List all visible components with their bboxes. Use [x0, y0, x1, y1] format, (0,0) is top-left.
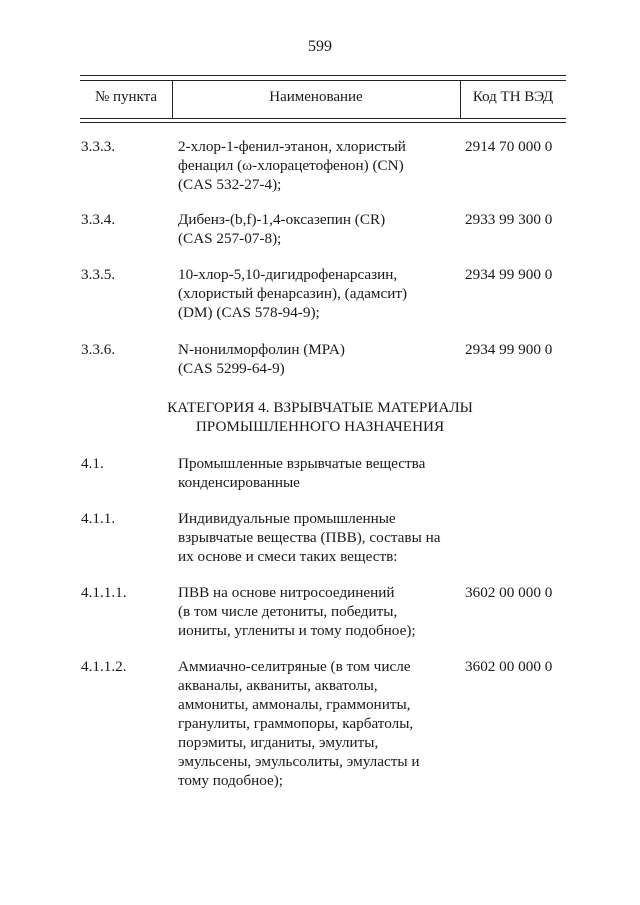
- item-name: Индивидуальные промышленные взрывчатые вещества (ПВВ), составы на их основе и смеси таких веществ:: [178, 510, 441, 565]
- item-number: 4.1.1.: [81, 510, 116, 527]
- page-number: 599: [308, 38, 332, 55]
- table-top-rule-inner: [80, 80, 566, 81]
- item-number: 3.3.4.: [81, 211, 116, 228]
- header-code: Код ТН ВЭД: [472, 89, 554, 105]
- item-number: 3.3.3.: [81, 138, 116, 155]
- item-name: Аммиачно-селитряные (в том числе акваналы, акваниты, акватолы, аммониты, аммоналы, граммониты, гранулиты, граммопоры, карбатолы, порэмиты, игданиты, эмулиты, эмульсены, эмульсолиты, эмуласты и тому подобное);: [178, 658, 420, 789]
- header-name: Наименование: [269, 89, 363, 105]
- header-item-number: № пункта: [94, 89, 158, 105]
- table-top-rule: [80, 75, 566, 76]
- item-number: 3.3.6.: [81, 341, 116, 358]
- item-name: N-нонилморфолин (MPA) (CAS 5299-64-9): [178, 341, 345, 377]
- item-name: Дибенз-(b,f)-1,4-оксазепин (CR) (CAS 257-07-8);: [178, 211, 386, 247]
- item-name: 10-хлор-5,10-дигидрофенарсазин, (хлористый фенарсазин), (адамсит) (DM) (CAS 578-94-9);: [178, 266, 408, 321]
- item-number: 4.1.: [81, 455, 104, 472]
- item-code: 3602 00 000 0: [465, 584, 553, 601]
- item-code: 2934 99 900 0: [465, 341, 553, 358]
- item-name: 2-хлор-1-фенил-этанон, хлористый фенацил (ω-хлорацетофенон) (CN) (CAS 532-27-4);: [178, 138, 406, 193]
- item-code: 2914 70 000 0: [465, 138, 553, 155]
- item-code: 2933 99 300 0: [465, 211, 553, 228]
- item-number: 3.3.5.: [81, 266, 116, 283]
- item-name: ПВВ на основе нитросоединений (в том числе детониты, победиты, иониты, углениты и тому подобное);: [178, 584, 416, 639]
- item-name: Промышленные взрывчатые вещества конденсированные: [178, 455, 426, 491]
- category-title: КАТЕГОРИЯ 4. ВЗРЫВЧАТЫЕ МАТЕРИАЛЫ ПРОМЫШЛЕННОГО НАЗНАЧЕНИЯ: [167, 399, 473, 435]
- item-number: 4.1.1.2.: [81, 658, 127, 675]
- table-header-bottom-rule: [80, 118, 566, 119]
- table-header-bottom-rule-inner: [80, 122, 566, 123]
- item-code: 3602 00 000 0: [465, 658, 553, 675]
- item-code: 2934 99 900 0: [465, 266, 553, 283]
- item-number: 4.1.1.1.: [81, 584, 127, 601]
